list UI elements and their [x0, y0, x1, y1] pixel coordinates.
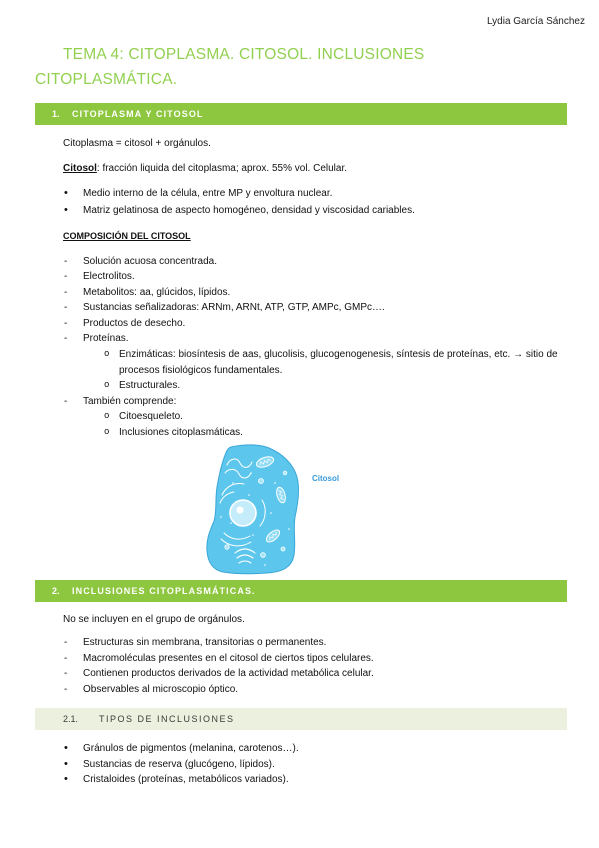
- cytosol-features-list: [63, 185, 575, 219]
- cell-figure: [205, 443, 350, 575]
- composition-heading: COMPOSICIÓN DEL CITOSOL: [63, 230, 191, 241]
- composition-list: [63, 254, 575, 441]
- cytosol-term: Citosol: [63, 162, 97, 174]
- cytosol-definition: [63, 161, 575, 176]
- list-item: - Estructuras sin membrana, transitorias o permanentes.: [63, 635, 575, 651]
- list-item: - Observables al microscopio óptico.: [63, 682, 575, 698]
- section-2-header-bar: [35, 580, 567, 602]
- list-item: • Medio interno de la célula, entre MP y envoltura nuclear.: [63, 185, 575, 202]
- list-item: - Solución acuosa concentrada.: [63, 254, 575, 270]
- sublist-item: o Citoesqueleto.: [83, 409, 575, 425]
- section-2-content: [63, 612, 575, 698]
- section-1-heading: CITOPLASMA Y CITOSOL: [72, 109, 204, 119]
- subsection-number: 2.1.: [63, 714, 79, 724]
- author-name: Lydia García Sánchez: [486, 16, 585, 27]
- list-item: - Macromoléculas presentes en el citosol de ciertos tipos celulares.: [63, 651, 575, 667]
- list-item: - Metabolitos: aa, glúcidos, lípidos.: [63, 285, 575, 301]
- list-item-text: También comprende:: [83, 395, 177, 407]
- cytoplasm-definition: Citoplasma = citosol + orgánulos.: [63, 137, 211, 149]
- section-1-number: 1.: [52, 109, 60, 119]
- sublist-item: o Enzimáticas: biosíntesis de aas, glucolisis, glucogenogenesis, síntesis de proteínas, etc. → sitio de procesos fisiológicos fundamentales.: [83, 347, 575, 378]
- inclusions-features-list: [63, 635, 575, 698]
- list-item: - Electrolitos.: [63, 269, 575, 285]
- section-2-heading: INCLUSIONES CITOPLASMÁTICAS.: [72, 586, 256, 596]
- subsection-2-1-header-bar: [35, 708, 567, 730]
- section-1-content: [63, 136, 575, 441]
- list-item: • Sustancias de reserva (glucógeno, lípidos).: [63, 757, 575, 773]
- list-item: • Matriz gelatinosa de aspecto homogéneo, densidad y viscosidad cariables.: [63, 202, 575, 219]
- section-1-header-bar: [35, 103, 567, 125]
- list-item: [63, 394, 575, 441]
- sublist-item: o Inclusiones citoplasmáticas.: [83, 425, 575, 441]
- list-item: - Sustancias señalizadoras: ARNm, ARNt, ATP, GTP, AMPc, GMPc….: [63, 300, 575, 316]
- nucleolus: [237, 507, 244, 514]
- document-title: TEMA 4: CITOPLASMA. CITOSOL. INCLUSIONES CITOPLASMÁTICA.: [35, 46, 425, 88]
- subsection-heading: TIPOS DE INCLUSIONES: [99, 714, 235, 724]
- list-item: [63, 331, 575, 393]
- list-item: • Cristaloides (proteínas, metabólicos variados).: [63, 772, 575, 788]
- section-2-number: 2.: [52, 586, 60, 596]
- cell-diagram: [205, 443, 301, 575]
- list-item: - Contienen productos derivados de la actividad metabólica celular.: [63, 666, 575, 682]
- list-item-text: Proteínas.: [83, 333, 129, 345]
- also-includes-sublist: [83, 409, 575, 440]
- section-2-intro: No se incluyen en el grupo de orgánulos.: [63, 613, 245, 625]
- subsection-2-1-content: [63, 741, 575, 788]
- proteins-sublist: [83, 347, 575, 394]
- sublist-item: o Estructurales.: [83, 378, 575, 394]
- figure-label: Citosol: [312, 474, 340, 483]
- cytosol-description: : fracción liquida del citoplasma; aprox. 55% vol. Celular.: [96, 162, 348, 174]
- list-item: • Gránulos de pigmentos (melanina, carotenos…).: [63, 741, 575, 757]
- nucleus: [230, 500, 256, 526]
- list-item: - Productos de desecho.: [63, 316, 575, 332]
- inclusion-types-list: [63, 741, 575, 788]
